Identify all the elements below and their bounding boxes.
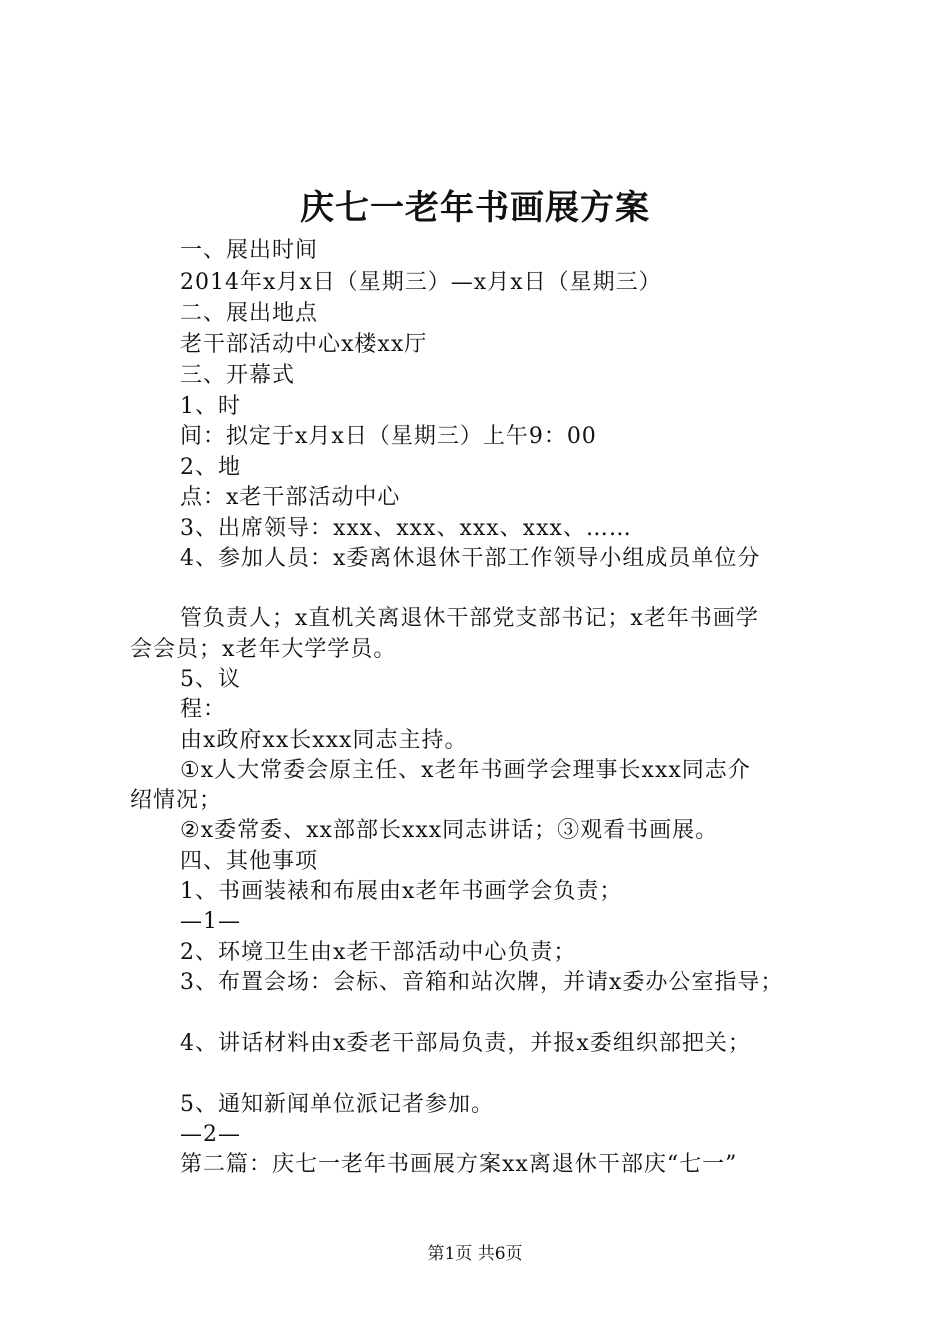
opening-item-place-value: 点：x老干部活动中心	[180, 485, 401, 510]
other-matter-4: 4、讲话材料由x委老干部局负责，并报x委组织部把关；	[180, 1031, 751, 1056]
other-matter-5: 5、通知新闻单位派记者参加。	[180, 1092, 494, 1117]
section-heading-opening-ceremony: 三、开幕式	[180, 363, 296, 388]
opening-item-leaders: 3、出席领导：xxx、xxx、xxx、xxx、……	[180, 516, 632, 541]
other-matter-3: 3、布置会场：会标、音箱和站次牌，并请x委办公室指导；	[180, 970, 784, 995]
agenda-item-1-continued: 绍情况；	[130, 788, 223, 813]
section-heading-exhibition-time: 一、展出时间	[180, 238, 319, 263]
section-heading-exhibition-location: 二、展出地点	[180, 301, 319, 326]
opening-item-place-label: 2、地	[180, 455, 241, 480]
other-matter-1: 1、书画装裱和布展由x老年书画学会负责；	[180, 879, 623, 904]
agenda-item-1: ①x人大常委会原主任、x老年书画学会理事长xxx同志介	[180, 758, 751, 783]
exhibition-dates: 2014年x月x日（星期三）—x月x日（星期三）	[180, 270, 662, 295]
opening-item-participants: 4、参加人员：x委离休退休干部工作领导小组成员单位分	[180, 546, 761, 571]
opening-item-time-value: 间：拟定于x月x日（星期三）上午9：00	[180, 424, 597, 449]
page-marker-2: —2—	[180, 1122, 241, 1147]
page-marker-1: —1—	[180, 909, 241, 934]
opening-item-agenda-label: 5、议	[180, 667, 241, 692]
participants-continued-2: 会会员；x老年大学学员。	[130, 637, 397, 662]
opening-item-time-label: 1、时	[180, 394, 241, 419]
page-footer: 第1页 共6页	[427, 1244, 523, 1264]
document-title: 庆七一老年书画展方案	[300, 188, 650, 228]
other-matter-2: 2、环境卫生由x老干部活动中心负责；	[180, 940, 577, 965]
opening-item-agenda-value: 程：	[180, 697, 227, 722]
participants-continued: 管负责人；x直机关离退休干部党支部书记；x老年书画学	[180, 606, 759, 631]
second-article-heading: 第二篇：庆七一老年书画展方案xx离退休干部庆“七一”	[180, 1152, 738, 1177]
agenda-host: 由x政府xx长xxx同志主持。	[180, 728, 468, 753]
section-heading-other-matters: 四、其他事项	[180, 849, 319, 874]
agenda-item-2-3: ②x委常委、xx部部长xxx同志讲话；③观看书画展。	[180, 818, 719, 843]
exhibition-location: 老干部活动中心x楼xx厅	[180, 332, 428, 357]
